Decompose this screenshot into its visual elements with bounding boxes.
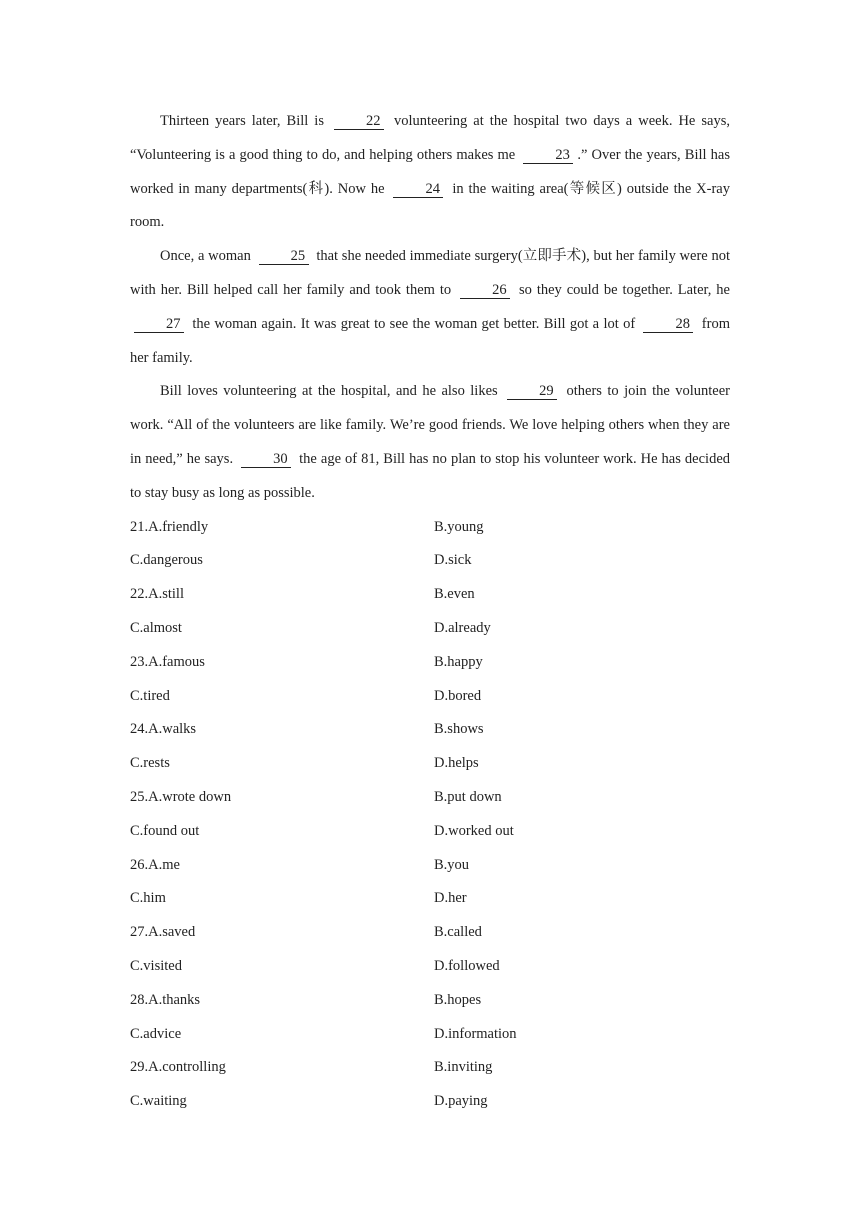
option-right: D.sick	[434, 552, 472, 569]
option-left: 23.A.famous	[130, 653, 205, 670]
option-row	[130, 747, 730, 781]
option-right: D.worked out	[434, 822, 514, 839]
text-run: the woman again. It was great to see the woman get better. Bill got a lot of	[188, 315, 640, 332]
option-right: D.followed	[434, 957, 500, 974]
option-left: C.waiting	[130, 1093, 187, 1110]
option-right: B.even	[434, 586, 475, 603]
option-right: B.put down	[434, 788, 502, 805]
option-row	[130, 612, 730, 646]
blank-29: 29	[507, 384, 557, 400]
blank-27: 27	[134, 317, 184, 333]
option-right: B.young	[434, 518, 484, 535]
option-left: 29.A.controlling	[130, 1059, 226, 1076]
answer-options	[130, 511, 730, 1119]
option-left: 25.A.wrote down	[130, 788, 232, 805]
option-left: C.him	[130, 890, 166, 907]
option-right: B.happy	[434, 653, 483, 670]
option-right: B.shows	[434, 721, 484, 738]
passage-paragraph-3	[130, 375, 730, 510]
option-row	[130, 916, 730, 950]
option-right: D.her	[434, 890, 467, 907]
option-row	[130, 882, 730, 916]
option-left: 24.A.walks	[130, 721, 197, 738]
text-run: volunteering at the hospital two days a week. He says, “Volunteering is a good thing to do, and helping others makes me	[130, 113, 730, 163]
option-left: C.advice	[130, 1025, 182, 1042]
blank-28: 28	[643, 317, 693, 333]
option-right: D.information	[434, 1025, 517, 1042]
option-row	[130, 781, 730, 815]
text-run: from her family.	[130, 315, 730, 366]
option-left: 22.A.still	[130, 586, 184, 603]
option-row	[130, 544, 730, 578]
blank-25: 25	[259, 249, 309, 265]
document-page	[130, 105, 730, 1119]
option-left: C.found out	[130, 822, 200, 839]
text-run: others to join the volunteer work. “All of the volunteers are like family. We’re good friends. We love helping others when they are in need,” he says.	[130, 383, 730, 467]
option-left: 26.A.me	[130, 856, 180, 873]
option-left: 27.A.saved	[130, 924, 196, 941]
option-right: B.called	[434, 924, 482, 941]
blank-22: 22	[334, 114, 384, 130]
option-row	[130, 984, 730, 1018]
option-right: B.you	[434, 856, 470, 873]
blank-24: 24	[393, 182, 443, 198]
text-run: Bill loves volunteering at the hospital, and he also likes	[160, 383, 504, 400]
option-right: D.bored	[434, 687, 482, 704]
text-run: the age of 81, Bill has no plan to stop his volunteer work. He has decided to stay busy as long as possible.	[130, 450, 730, 501]
passage-paragraph-1	[130, 105, 730, 240]
option-row	[130, 713, 730, 747]
option-right: D.helps	[434, 755, 479, 772]
text-run: Once, a woman	[160, 248, 255, 265]
option-left: 28.A.thanks	[130, 991, 201, 1008]
option-right: B.inviting	[434, 1059, 493, 1076]
option-right: D.already	[434, 619, 491, 636]
option-row	[130, 1051, 730, 1085]
option-row	[130, 849, 730, 883]
text-run: Thirteen years later, Bill is	[160, 113, 330, 129]
option-row	[130, 950, 730, 984]
option-left: 21.A.friendly	[130, 518, 209, 535]
option-left: C.tired	[130, 687, 170, 704]
option-row	[130, 511, 730, 545]
blank-23: 23	[523, 148, 573, 164]
option-left: C.dangerous	[130, 552, 203, 569]
text-run: so they could be together. Later, he	[514, 281, 730, 298]
text-run: that she needed immediate surgery(立即手术), but her family were not with her. Bill helped call her family and took them to	[130, 248, 731, 298]
option-row	[130, 578, 730, 612]
option-row	[130, 1085, 730, 1119]
option-left: C.almost	[130, 619, 182, 636]
blank-26: 26	[460, 283, 510, 299]
text-run: in the waiting area(等候区) outside the X-ray room.	[130, 180, 730, 231]
blank-30: 30	[241, 452, 291, 468]
text-run: .” Over the years, Bill has worked in many departments(科). Now he	[130, 146, 730, 197]
passage-paragraph-2	[130, 240, 730, 375]
option-row	[130, 646, 730, 680]
option-left: C.rests	[130, 755, 170, 772]
option-left: C.visited	[130, 957, 182, 974]
option-right: D.paying	[434, 1093, 488, 1110]
option-row	[130, 680, 730, 714]
option-row	[130, 1018, 730, 1052]
option-right: B.hopes	[434, 991, 482, 1008]
option-row	[130, 815, 730, 849]
